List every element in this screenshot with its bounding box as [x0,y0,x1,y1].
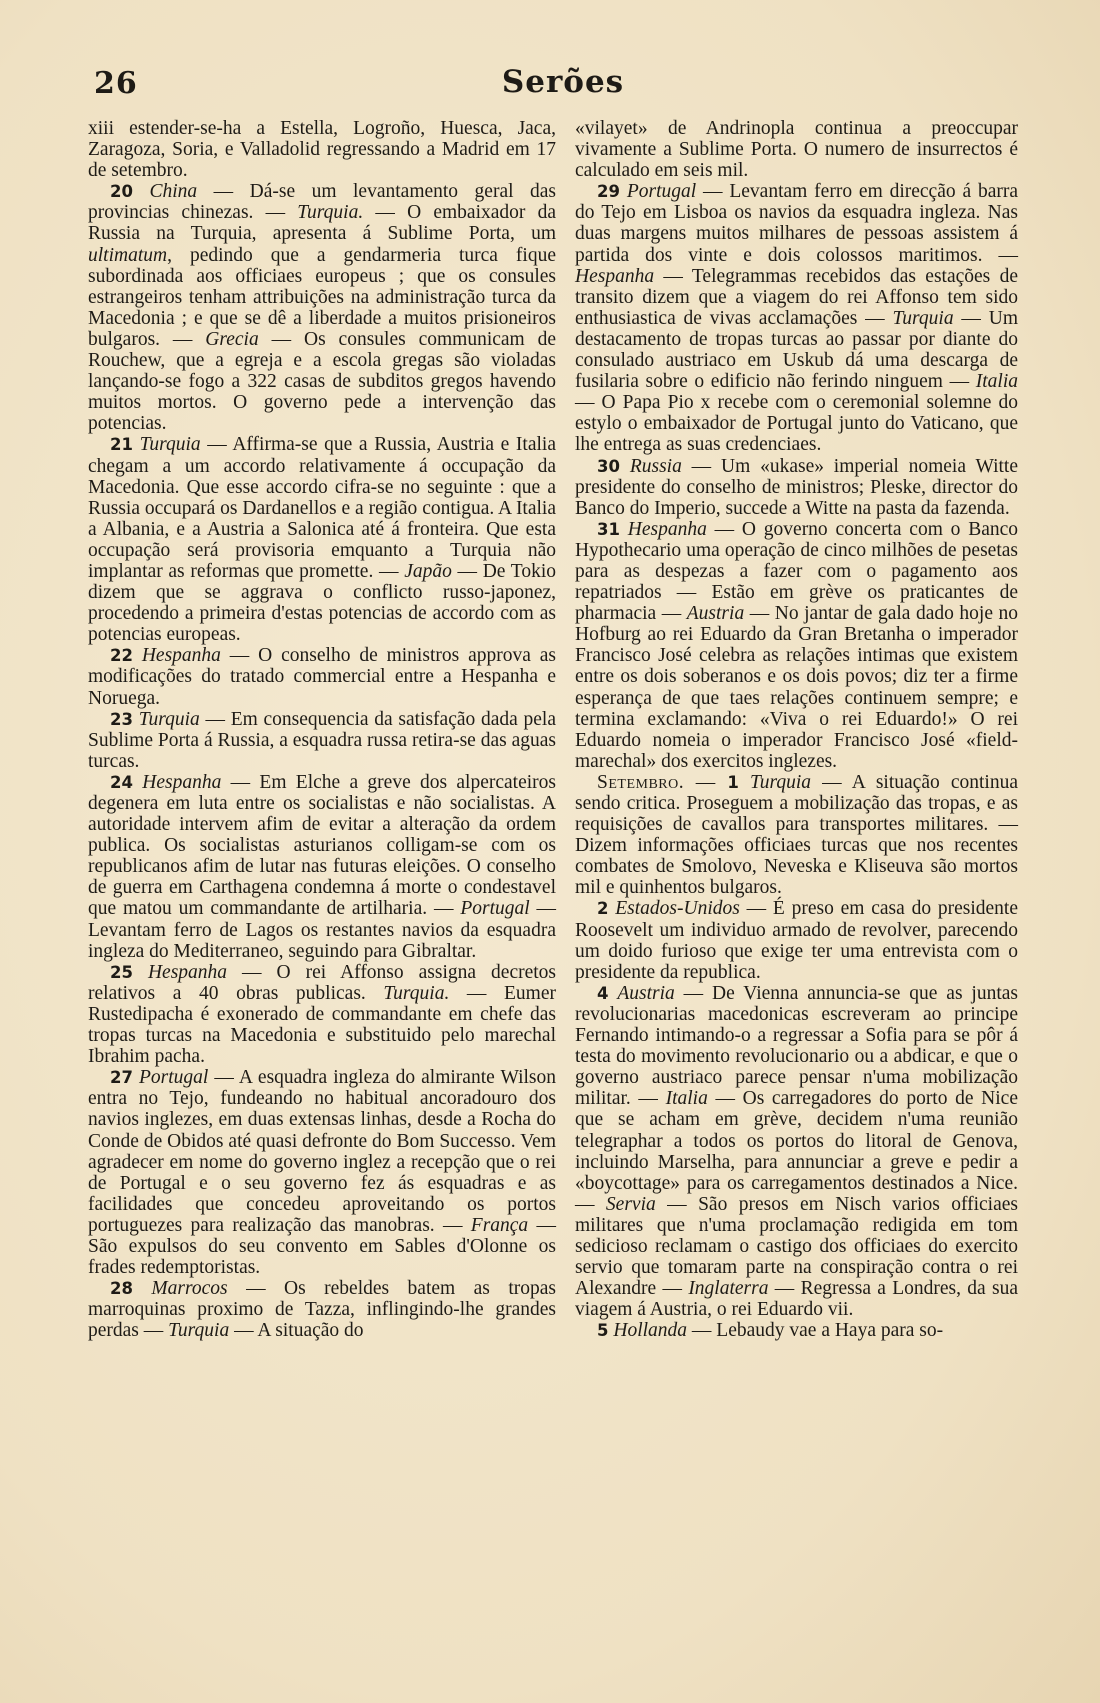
chronicle-entry [88,709,556,772]
entry-country: Hespanha [141,645,221,667]
chronicle-entry [575,1320,1018,1341]
entry-text: — O embaixador da Russia na Turquia, apresenta á Sublime Porta, um [88,202,556,245]
entry-country: Turquia [139,434,201,456]
chronicle-entry [575,772,1018,899]
entry-text: — É preso em casa do presidente Roosevelt um individuo armado de revolver, parecendo um doido furioso que exige ter uma entrevista com o presidente da republica. [575,898,1018,983]
entry-text: — Em consequencia da satisfação dada pela Sublime Porta á Russia, a esquadra russa retira-se das aguas turcas. [88,708,557,772]
entry-day: 31 [597,519,620,539]
entry-text: — A situação continua sendo critica. Proseguem a mobilização das tropas, e as requisições de cavallos para transportes militares. — Dizem informações officiaes turcas que nos recentes combates de Smolovo, Neveska e Kliseuva são mortos mil e quinhentos bulgaros. [575,771,1018,899]
chronicle-entry [88,118,556,181]
right-column [575,118,1018,1341]
entry-day: 24 [110,772,133,792]
chronicle-entry [88,434,556,645]
entry-country: Portugal [460,898,530,920]
entry-text: — Levantam ferro de Lagos os restantes navios da esquadra ingleza do Mediterraneo, seguindo para Gibraltar. [88,898,557,962]
chronicle-entry [575,898,1018,982]
entry-day: 5 [597,1321,609,1341]
entry-country: ultimatum [88,244,168,266]
entry-text: xiii estender-se-ha a Estella, Logroño, Huesca, Jaca, Zaragoza, Soria, e Valladolid regressando a Madrid em 17 de setembro. [88,118,556,182]
entry-country: Turquia [749,771,812,793]
entry-country: Hollanda [613,1320,688,1342]
entry-country: Hespanha [147,961,228,983]
entry-text: — Um «ukase» imperial nomeia Witte presidente do conselho de ministros; Pleske, director do Banco do Imperio, succede a Witte na pasta da fazenda. [575,455,1019,519]
entry-day: 29 [597,182,620,202]
chronicle-entry [88,1067,556,1278]
entry-country: Turquia [892,307,954,329]
entry-day: 1 [727,772,739,792]
entry-text: — De Vienna annuncia-se que as juntas revolucionarias macedonicas escreveram ao principe Fernando intimando-o a regressar a Sofia para se pôr á testa do movimento revolucionario ou a abdicar, e que o governo austriaco parece pensar n'uma mobilização militar. — [575,982,1019,1110]
entry-country: Marrocos [151,1278,228,1300]
entry-text: — Um destacamento de tropas turcas ao passar por diante do consulado austriaco em Uskub dá uma descarga de fusilaria sobre o edificio não ferindo ninguem — [575,307,1019,393]
entry-text: — São expulsos do seu convento em Sables d'Olonne os frades redemptoristas. [88,1214,556,1279]
entry-country: Grecia [205,328,259,350]
chronicle-entry [575,456,1018,519]
chronicle-entry [575,519,1018,772]
entry-day: 30 [597,456,620,476]
chronicle-entry [88,962,556,1067]
entry-text: , pedindo que a gendarmeria turca fique subordinada aos officiaes europeus ; que os consules estrangeiros tenham attribuições na administração turca da Macedonia ; e que se dê a liberdade a muitos prisioneiros bulgaros. — [88,244,556,350]
entry-text: — De Tokio dizem que se aggrava o conflicto russo-japonez, procedendo a primeira d'estas potencias de accordo com as potencias europeas. [88,560,556,646]
chronicle-entry [88,1278,556,1341]
entry-country: Servia [605,1193,656,1215]
entry-text: — O governo concerta com o Banco Hypothecario uma operação de cinco milhões de pesetas para as despezas a fazer com o pagamento aos repatriados — Estão em grève os praticantes de pharmacia — [575,518,1019,625]
entry-text: — Os rebeldes batem as tropas marroquinas proximo de Tazza, inflingindo-lhe grandes perdas — [88,1278,556,1342]
month-label: Setembro. — [597,771,728,793]
entry-country: Hespanha [575,265,655,287]
entry-text: — Regressa a Londres, da sua viagem á Austria, o rei Eduardo vii. [575,1278,1018,1321]
page-header [86,62,1040,112]
entry-country: Hespanha [142,771,222,793]
entry-country: Inglaterra [688,1278,769,1300]
entry-country: Austria [686,603,745,625]
entry-text: — Lebaudy vae a Haya para so- [687,1320,944,1342]
entry-country: Turquia. [297,202,364,224]
entry-day: 21 [110,435,133,455]
entry-day: 22 [110,646,133,666]
entry-day: 2 [597,899,609,919]
entry-text: — O conselho de ministros approva as modificações do tratado commercial entre a Hespanha e Noruega. [88,645,556,709]
entry-country: Turquia. [383,982,450,1004]
entry-text: — O Papa Pio x recebe com o ceremonial solemne do estylo o embaixador de Portugal junto do Vaticano, que lhe entrega as suas credenciaes. [575,392,1018,456]
entry-text: — Os carregadores do porto de Nice que se acham em grève, decidem n'uma reunião telegraphar a todos os portos do litoral de Genova, incluindo Marselha, para annunciar a greve e pedir a «boycottage» para os carregamentos destinados a Nice. — [575,1088,1018,1215]
entry-day: 23 [110,709,133,729]
entry-text: — São presos em Nisch varios officiaes militares que n'uma proclamação redigida em tom sedicioso reclamam o castigo dos officiaes do exercito servio que tomaram parte na conspiração contra o rei Alexandre — [575,1193,1018,1300]
entry-country: Turquia [138,708,200,730]
entry-day: 4 [597,983,609,1003]
entry-country: Turquia [168,1320,230,1342]
left-column [88,118,556,1341]
chronicle-entry [88,772,556,962]
entry-country: Italia [975,371,1018,393]
chronicle-entry [575,118,1018,181]
entry-text: — Em Elche a greve dos alpercateiros degenera em luta entre os socialistas e não socialistas. A autoridade intervem afim de evitar a alteração da ordem publica. Os socialistas asturianos colligam-se com os republicanos afim de lutar nas futuras eleições. O conselho de guerra em Carthagena condemna á morte o condestavel que matou um commandante de artilharia. — [88,771,557,920]
entry-country: Portugal [139,1067,209,1089]
entry-day: 25 [110,962,133,982]
chronicle-entry [575,181,1018,455]
page-number: 26 [94,66,138,101]
entry-country: Portugal [626,181,697,203]
entry-country: Italia [665,1088,708,1110]
entry-country: China [149,181,198,203]
entry-text: — O rei Affonso assigna decretos relativos a 40 obras publicas. [88,961,557,1004]
entry-country: França [470,1214,529,1236]
entry-country: Japão [404,560,452,582]
entry-text: — Dá-se um levantamento geral das provincias chinezas. — [88,181,557,224]
entry-country: Estados-Unidos [615,898,740,920]
entry-text: — Telegrammas recebidos das estações de transito dizem que a viagem do rei Affonso tem sido enthusiastica de vivas acclamações — [575,265,1018,329]
chronicle-entry [88,645,556,708]
entry-day: 27 [110,1068,133,1088]
entry-country: Hespanha [627,518,707,540]
chronicle-entry [88,181,556,434]
entry-text: — Os consules communicam de Rouchew, que a egreja e a escola gregas são violadas lançando-se fogo a 322 casas de subditos gregos havendo muitos mortos. O governo pede a intervenção das potencias. [88,328,556,435]
entry-text: — Levantam ferro em direcção á barra do Tejo em Lisboa os navios da esquadra ingleza. Nas duas margens muitos milhares de pessoas assistem á partida dos vinte e dois colossos maritimos. — [575,181,1019,266]
entry-day: 28 [110,1279,133,1299]
entry-text: «vilayet» de Andrinopla continua a preoccupar vivamente a Sublime Porta. O numero de insurrectos é calculado em seis mil. [575,118,1018,182]
entry-country: Russia [629,455,682,477]
running-title: Serões [501,64,625,100]
entry-text: — A esquadra ingleza do almirante Wilson entra no Tejo, fundeando no habitual ancoradouro dos navios inglezes, em duas extensas linhas, desde a Rocha do Conde de Obidos até quasi defronte do Bom Successo. Vem agradecer em nome do governo inglez a recepção que o rei de Portugal e o seu governo fez ás esquadras e as facilidades que concedeu aproveitando os portos portuguezes para realização das manobras. — [88,1067,557,1236]
entry-text: — No jantar de gala dado hoje no Hofburg ao rei Eduardo da Gran Bretanha o imperador Francisco José celebra as relações intimas que existem entre os dois soberanos e os dois povos; diz ter a firme esperança de que taes relações continuem sempre; e termina exclamando: «Viva o rei Eduardo!» O rei Eduardo nomeia o imperador Francisco José «field-marechal» dos exercitos inglezes. [575,603,1018,772]
entry-day: 20 [110,182,133,202]
entry-text: — A situação do [229,1320,364,1342]
entry-text: — Eumer Rustedipacha é exonerado de commandante em chefe das tropas turcas na Macedonia e substituido pelo marechal Ibrahim pacha. [88,982,556,1068]
chronicle-entry [575,983,1018,1321]
entry-text: — Affirma-se que a Russia, Austria e Italia chegam a um accordo relativamente á occupação da Macedonia. Que esse accordo cifra-se no seguinte : que a Russia occupará os Dardanellos e a região contigua. A Italia a Albania, e a Austria a Salonica até á fronteira. Que esta occupação será provisoria emquanto a Turquia não implantar as reformas que promette. — [88,434,556,582]
entry-country: Austria [617,982,675,1004]
